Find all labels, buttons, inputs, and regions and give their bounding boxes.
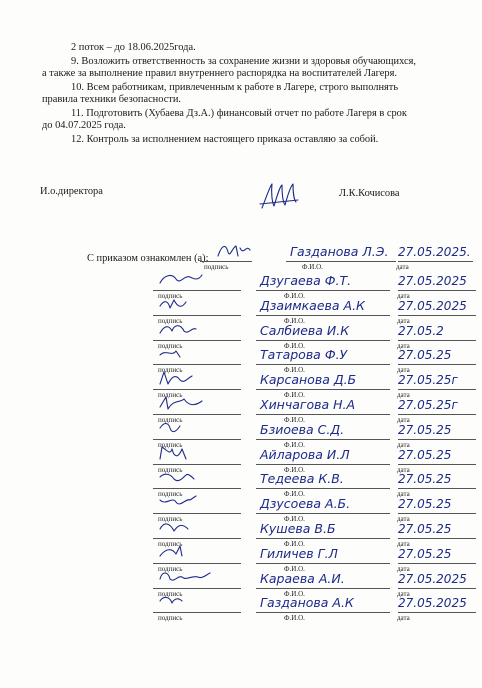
date-line xyxy=(398,364,476,365)
signature-line xyxy=(153,439,241,440)
signature-line xyxy=(153,563,241,564)
signature-caption: подпись xyxy=(158,440,183,449)
date-caption: дата xyxy=(397,366,410,375)
date-caption: дата xyxy=(397,564,410,573)
row-name: Тедеева К.В. xyxy=(260,471,344,487)
row-name: Дзаимкаева А.К xyxy=(260,297,365,313)
name-caption: Ф.И.О. xyxy=(302,263,323,271)
date-line xyxy=(398,488,476,489)
row-signature xyxy=(158,445,218,465)
signature-caption: подпись xyxy=(158,416,183,424)
row-name: Гиличев Г.Л xyxy=(260,545,338,561)
row-date: 27.05.25 xyxy=(398,522,452,536)
name-line xyxy=(256,513,390,514)
name-line xyxy=(256,414,390,415)
date-caption: дата xyxy=(397,292,410,300)
row-name: Хинчагова Н.А xyxy=(260,397,356,412)
date-caption: дата xyxy=(397,515,410,524)
date-caption: дата xyxy=(397,490,410,499)
date-caption: дата xyxy=(397,465,410,474)
paragraph-9-line2: а также за выполнение правил внутреннего распорядка на воспитателей Лагеря. xyxy=(42,68,397,79)
row-date: 27.05.2025 xyxy=(398,596,467,611)
row-name: Карсанова Д.Б xyxy=(260,372,357,388)
row-name: Айларова И.Л xyxy=(260,446,350,462)
name-caption: Ф.И.О. xyxy=(284,341,305,350)
name-line xyxy=(256,364,390,365)
name-line xyxy=(256,290,390,291)
name-line xyxy=(256,389,390,390)
row-signature xyxy=(158,395,218,415)
signature-caption: подпись xyxy=(158,564,183,573)
row-date: 27.05.2 xyxy=(398,323,444,338)
paragraph-deadline: 2 поток – до 18.06.2025года. xyxy=(71,42,196,53)
name-line xyxy=(286,261,396,262)
row-signature xyxy=(158,420,218,440)
name-caption: Ф.И.О. xyxy=(284,391,305,400)
signature-line xyxy=(153,464,241,465)
row-date: 27.05.25г xyxy=(398,398,458,412)
row-name: Салбиева И.К xyxy=(260,322,350,338)
signature-caption: подпись xyxy=(158,540,183,548)
date-line xyxy=(398,538,476,539)
signature-line xyxy=(153,290,241,291)
paragraph-10-line2: правила техники безопасности. xyxy=(42,94,182,105)
signature-line xyxy=(153,389,241,390)
date-line xyxy=(398,414,476,415)
row-signature xyxy=(158,370,218,390)
row-date: 27.05.25 xyxy=(398,422,452,437)
signature-caption: подпись xyxy=(204,263,229,271)
paragraph-11-line1: 11. Подготовить (Хубаева Дз.А.) финансовый отчет по работе Лагеря в срок xyxy=(71,108,407,119)
row-signature xyxy=(158,569,218,589)
row-date: 27.05.25 xyxy=(398,447,452,462)
signature-line xyxy=(153,538,241,539)
row-name: Газданова Л.Э. xyxy=(290,244,389,259)
row-signature xyxy=(158,271,218,291)
signature-line xyxy=(153,364,241,365)
date-line xyxy=(398,439,476,440)
name-line xyxy=(256,340,390,341)
name-caption: Ф.И.О. xyxy=(284,589,305,598)
name-line xyxy=(256,315,390,316)
signature-line xyxy=(153,588,241,589)
date-line xyxy=(398,588,476,589)
name-caption: Ф.И.О. xyxy=(284,416,305,424)
row-name: Дзугаева Ф.Т. xyxy=(260,273,352,288)
date-caption: дата xyxy=(397,589,410,598)
signature-line xyxy=(153,414,241,415)
date-caption: дата xyxy=(397,440,410,449)
date-line xyxy=(398,290,476,291)
date-line xyxy=(398,563,476,564)
director-signature xyxy=(258,180,304,214)
name-caption: Ф.И.О. xyxy=(284,564,305,573)
name-caption: Ф.И.О. xyxy=(284,614,305,623)
signature-caption: подпись xyxy=(158,465,183,474)
date-line xyxy=(398,389,476,390)
name-line xyxy=(256,439,390,440)
date-caption: дата xyxy=(397,316,410,325)
row-signature xyxy=(158,544,218,564)
signature-line xyxy=(153,315,241,316)
name-line xyxy=(256,612,390,613)
signature-caption: подпись xyxy=(158,292,183,300)
row-name: Дзусоева А.Б. xyxy=(260,496,351,512)
row-signature xyxy=(158,345,218,365)
name-caption: Ф.И.О. xyxy=(284,292,305,300)
row-date: 27.05.25 xyxy=(398,546,452,561)
paragraph-11-line2: до 04.07.2025 года. xyxy=(42,120,126,131)
row-signature xyxy=(216,242,276,262)
date-line xyxy=(398,340,476,341)
row-signature xyxy=(158,469,218,489)
date-line xyxy=(398,464,476,465)
name-caption: Ф.И.О. xyxy=(284,540,305,548)
row-name: Татарова Ф.У xyxy=(260,347,348,363)
date-caption: дата xyxy=(397,416,410,424)
row-date: 27.05.25 xyxy=(398,497,452,512)
row-date: 27.05.25 xyxy=(398,348,452,363)
row-name: Кушева В.Б xyxy=(260,521,336,536)
name-line xyxy=(256,588,390,589)
paragraph-9-line1: 9. Возложить ответственность за сохранение жизни и здоровья обучающихся, xyxy=(71,56,416,67)
director-name: Л.К.Кочисова xyxy=(339,188,400,199)
date-caption: дата xyxy=(396,263,409,271)
signature-caption: подпись xyxy=(158,341,183,350)
name-line xyxy=(256,563,390,564)
name-line xyxy=(256,538,390,539)
name-caption: Ф.И.О. xyxy=(284,366,305,375)
row-name: Бзиоева С.Д. xyxy=(260,421,345,437)
date-line xyxy=(398,315,476,316)
signature-line xyxy=(200,261,252,262)
signature-caption: подпись xyxy=(158,614,183,623)
name-caption: Ф.И.О. xyxy=(284,490,305,499)
row-signature xyxy=(158,593,218,613)
director-title: И.о.директора xyxy=(40,186,103,197)
paragraph-10-line1: 10. Всем работникам, привлеченным к работе в Лагере, строго выполнять xyxy=(71,82,399,93)
date-caption: дата xyxy=(397,540,410,548)
row-date: 27.05.2025. xyxy=(398,245,471,259)
signature-line xyxy=(153,488,241,489)
row-name: Газданова А.К xyxy=(260,595,354,611)
row-name: Караева А.И. xyxy=(260,570,345,586)
name-caption: Ф.И.О. xyxy=(284,316,305,325)
signature-caption: подпись xyxy=(158,391,183,400)
signature-line xyxy=(153,513,241,514)
date-line xyxy=(398,261,473,262)
date-caption: дата xyxy=(397,341,410,350)
row-signature xyxy=(158,519,218,539)
name-caption: Ф.И.О. xyxy=(284,515,305,524)
row-signature xyxy=(158,296,218,316)
name-line xyxy=(256,464,390,465)
signature-line xyxy=(153,340,241,341)
signature-caption: подпись xyxy=(158,589,183,598)
date-line xyxy=(398,612,476,613)
acquaint-label: С приказом ознакомлен (а): xyxy=(87,253,209,264)
signature-caption: подпись xyxy=(158,366,183,375)
row-date: 27.05.2025 xyxy=(398,298,467,313)
row-date: 27.05.25 xyxy=(398,472,452,487)
name-caption: Ф.И.О. xyxy=(284,440,305,449)
date-caption: дата xyxy=(397,391,410,400)
signature-caption: подпись xyxy=(158,316,183,325)
signature-line xyxy=(153,612,241,613)
signature-caption: подпись xyxy=(158,515,183,524)
name-caption: Ф.И.О. xyxy=(284,465,305,474)
row-signature xyxy=(158,321,218,341)
row-date: 27.05.25г xyxy=(398,373,458,388)
name-line xyxy=(256,488,390,489)
row-date: 27.05.2025 xyxy=(398,274,467,288)
row-signature xyxy=(158,494,218,514)
date-line xyxy=(398,513,476,514)
date-caption: дата xyxy=(397,614,410,623)
signature-caption: подпись xyxy=(158,490,183,499)
row-date: 27.05.2025 xyxy=(398,571,467,586)
paragraph-12: 12. Контроль за исполнением настоящего приказа оставляю за собой. xyxy=(71,134,379,145)
